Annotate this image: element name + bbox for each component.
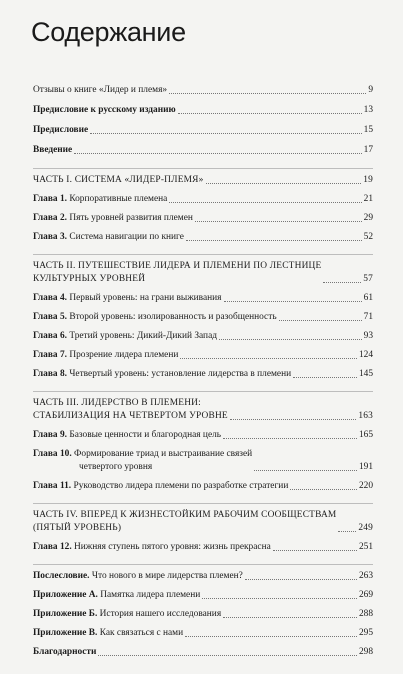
entry-label: Введение xyxy=(33,145,73,155)
leader-dots xyxy=(245,579,357,580)
part-title-line-1: ЧАСТЬ II. ПУТЕШЕСТВИЕ ЛИДЕРА И ПЛЕМЕНИ ПО ЛЕСТНИЦЕ xyxy=(33,261,322,271)
leader-dots xyxy=(224,301,362,302)
leader-dots xyxy=(74,153,361,154)
toc-entry[interactable] xyxy=(33,480,373,493)
toc-entry[interactable] xyxy=(33,231,373,244)
entry-label: Глава 6. xyxy=(33,331,67,341)
part-title: ЧАСТЬ I. СИСТЕМА «ЛИДЕР-ПЛЕМЯ» xyxy=(33,175,204,185)
page-number: 249 xyxy=(358,523,373,533)
page-number: 57 xyxy=(363,274,373,284)
leader-dots xyxy=(185,636,357,637)
page-number: 145 xyxy=(358,369,373,379)
leader-dots xyxy=(230,419,356,420)
leader-dots xyxy=(98,655,357,656)
entry-text: Пять уровней развития племен xyxy=(69,213,193,223)
entry-label: Глава 4. xyxy=(33,293,67,303)
leader-dots xyxy=(186,240,362,241)
entry-text: История нашего исследования xyxy=(99,609,222,619)
toc-group-part-3 xyxy=(33,397,373,504)
entry-label: Глава 12. xyxy=(33,542,72,552)
leader-dots xyxy=(279,320,362,321)
part-title-line-1: ЧАСТЬ III. ЛИДЕРСТВО В ПЛЕМЕНИ: xyxy=(33,398,201,408)
entry-text: Отзывы о книге «Лидер и племя» xyxy=(33,85,168,95)
toc-part-heading[interactable] xyxy=(33,397,373,423)
leader-dots xyxy=(338,531,356,532)
toc-entry[interactable] xyxy=(33,368,373,381)
page-number: 52 xyxy=(363,232,373,242)
entry-label: Послесловие. xyxy=(33,571,90,581)
toc-entry[interactable] xyxy=(33,292,373,305)
toc-entry[interactable] xyxy=(33,84,373,97)
entry-text: Четвертый уровень: установление лидерства в племени xyxy=(69,369,292,379)
page-title: Содержание xyxy=(31,17,186,47)
toc-entry[interactable] xyxy=(33,144,373,157)
entry-text: Первый уровень: на грани выживания xyxy=(69,293,222,303)
entry-text: Нижняя ступень пятого уровня: жизнь прекрасна xyxy=(74,542,271,552)
toc-group-appendix xyxy=(33,570,373,669)
entry-text: Базовые ценности и благородная цель xyxy=(69,430,222,440)
entry-label: Глава 9. xyxy=(33,430,67,440)
page-number: 165 xyxy=(358,430,373,440)
page-number: 71 xyxy=(363,312,373,322)
page-number: 21 xyxy=(363,194,373,204)
toc-entry[interactable] xyxy=(33,104,373,117)
entry-label: Глава 5. xyxy=(33,312,67,322)
table-of-contents xyxy=(33,84,373,674)
page-number: 61 xyxy=(363,293,373,303)
part-title xyxy=(33,260,321,286)
leader-dots xyxy=(90,133,361,134)
toc-entry[interactable] xyxy=(33,429,373,442)
page-number: 17 xyxy=(363,145,373,155)
entry-text: Руководство лидера племени по разработке стратегии xyxy=(73,481,289,491)
page-number: 298 xyxy=(358,647,373,657)
toc-group-part-4 xyxy=(33,509,373,565)
entry-label: Приложение Б. xyxy=(33,609,98,619)
toc-part-heading[interactable] xyxy=(33,174,373,187)
leader-dots xyxy=(323,282,361,283)
toc-entry[interactable] xyxy=(33,589,373,602)
toc-entry[interactable] xyxy=(33,448,373,474)
leader-dots xyxy=(223,438,357,439)
toc-entry[interactable] xyxy=(33,570,373,583)
page-number: 93 xyxy=(363,331,373,341)
part-title xyxy=(33,397,228,423)
page-number: 295 xyxy=(358,628,373,638)
toc-entry[interactable] xyxy=(33,541,373,554)
leader-dots xyxy=(178,113,362,114)
toc-entry[interactable] xyxy=(33,608,373,621)
entry-text: Прозрение лидера племени xyxy=(69,350,179,360)
page-number: 19 xyxy=(363,175,373,185)
page-number: 251 xyxy=(358,542,373,552)
entry-text: Как связаться с нами xyxy=(99,628,184,638)
entry-text: Памятка лидера племени xyxy=(100,590,201,600)
page-number: 263 xyxy=(358,571,373,581)
page-number: 29 xyxy=(363,213,373,223)
page-number: 288 xyxy=(358,609,373,619)
page-number: 163 xyxy=(358,411,373,421)
entry-text: Третий уровень: Дикий-Дикий Запад xyxy=(69,331,218,341)
entry-text-line-2: четвертого уровня xyxy=(79,462,153,472)
toc-entry[interactable] xyxy=(33,124,373,137)
toc-part-heading[interactable] xyxy=(33,509,373,535)
entry-label: Глава 8. xyxy=(33,369,67,379)
page-number: 220 xyxy=(358,481,373,491)
entry-label: Глава 10. xyxy=(33,449,72,459)
entry-label: Глава 1. xyxy=(33,194,67,204)
toc-group-intro xyxy=(33,84,373,169)
entry-label: Глава 11. xyxy=(33,481,72,491)
entry-label: Приложение А. xyxy=(33,590,98,600)
leader-dots xyxy=(202,598,357,599)
toc-group-part-1 xyxy=(33,174,373,255)
toc-entry[interactable] xyxy=(33,627,373,640)
toc-entry[interactable] xyxy=(33,646,373,659)
entry-text: Что нового в мире лидерства племен? xyxy=(91,571,243,581)
entry-label: Приложение В. xyxy=(33,628,98,638)
part-title-line-1: ЧАСТЬ IV. ВПЕРЕД К ЖИЗНЕСТОЙКИМ РАБОЧИМ СООБЩЕСТВАМ xyxy=(33,510,337,520)
leader-dots xyxy=(273,550,357,551)
page-number: 15 xyxy=(363,125,373,135)
toc-group-part-2 xyxy=(33,260,373,392)
entry-label: Глава 3. xyxy=(33,232,67,242)
part-title-line-2: (ПЯТЫЙ УРОВЕНЬ) xyxy=(33,523,122,533)
entry-label: Предисловие к русскому изданию xyxy=(33,105,176,115)
page-number: 13 xyxy=(363,105,373,115)
toc-entry[interactable] xyxy=(33,193,373,206)
leader-dots xyxy=(169,202,361,203)
part-title-line-2: КУЛЬТУРНЫХ УРОВНЕЙ xyxy=(33,274,146,284)
leader-dots xyxy=(290,489,357,490)
page-number: 124 xyxy=(358,350,373,360)
page-number: 269 xyxy=(358,590,373,600)
leader-dots xyxy=(206,183,362,184)
entry-text: Система навигации по книге xyxy=(69,232,184,242)
part-title-line-2: СТАБИЛИЗАЦИЯ НА ЧЕТВЕРТОМ УРОВНЕ xyxy=(33,411,228,421)
leader-dots xyxy=(169,93,366,94)
leader-dots xyxy=(254,470,357,471)
entry-text: Корпоративные племена xyxy=(69,194,168,204)
leader-dots xyxy=(180,358,357,359)
entry-label: Глава 7. xyxy=(33,350,67,360)
toc-part-heading[interactable] xyxy=(33,260,373,286)
entry-label: Предисловие xyxy=(33,125,89,135)
toc-entry[interactable] xyxy=(33,330,373,343)
entry-text: Формирование триад и выстраивание связей xyxy=(74,449,253,459)
toc-entry[interactable] xyxy=(33,212,373,225)
leader-dots xyxy=(195,221,362,222)
page-number: 191 xyxy=(358,462,373,472)
leader-dots xyxy=(293,377,357,378)
entry-text: Второй уровень: изолированность и разобщенность xyxy=(69,312,277,322)
entry-label: Благодарности xyxy=(33,647,97,657)
toc-entry[interactable] xyxy=(33,349,373,362)
entry-label: Глава 2. xyxy=(33,213,67,223)
leader-dots xyxy=(223,617,357,618)
page-number: 9 xyxy=(368,85,373,95)
part-title xyxy=(33,509,336,535)
toc-entry[interactable] xyxy=(33,311,373,324)
leader-dots xyxy=(219,339,362,340)
